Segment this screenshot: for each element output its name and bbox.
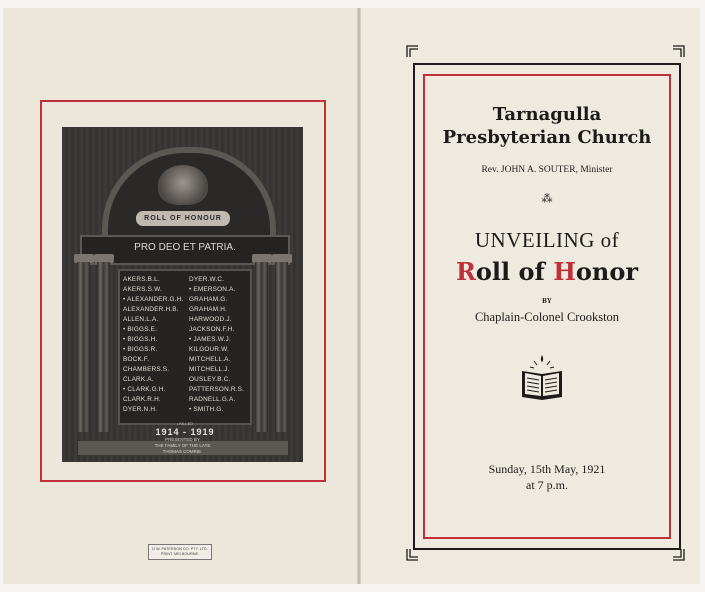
minister-line: Rev. JOHN A. SOUTER, Minister (481, 165, 613, 175)
names-list-right (189, 275, 244, 415)
names-panel (118, 269, 252, 425)
printer-imprint (148, 544, 212, 560)
presented-line: THOMAS COMRIE. (162, 449, 203, 454)
roll-initial-h: H (553, 257, 576, 286)
corner-ornament-icon (405, 44, 419, 58)
board-column (97, 262, 110, 432)
printer-line: PRINT. MELBOURNE. (160, 552, 200, 556)
honor-name: CHAMBERS.S. (123, 366, 170, 373)
board-column (275, 262, 288, 432)
honor-name: • BIGGS.E. (123, 326, 158, 333)
open-bible-icon (519, 353, 565, 403)
honor-name: MITCHELL.J. (189, 366, 230, 373)
roll-initial-r: R (455, 257, 476, 286)
roll-word-part: oll of (475, 257, 554, 286)
honor-name: PATTERSON.R.S. (189, 386, 245, 393)
honor-name: BOCK.F. (123, 356, 150, 363)
honor-name: RADNELL.G.A. (189, 396, 236, 403)
honor-name: ALLEN.L.A. (123, 316, 159, 323)
by-label: BY (542, 297, 552, 305)
honor-name: • BIGGS.R. (123, 346, 158, 353)
honor-name: • CLARK.G.H. (123, 386, 166, 393)
honor-board-photo (62, 127, 303, 462)
honor-name: GRAHAM.H. (189, 306, 228, 313)
church-name-line: Presbyterian Church (442, 127, 652, 148)
board-scroll-banner: ROLL OF HONOUR (136, 211, 230, 226)
honor-name: DYER.W.C. (189, 276, 225, 283)
honor-name: GRAHAM.G. (189, 296, 228, 303)
honor-name: CLARK.R.H. (123, 396, 161, 403)
presented-by-plaque (62, 437, 303, 455)
church-name-line: Tarnagulla (492, 104, 602, 125)
corner-ornament-icon (405, 548, 419, 562)
honor-name: AKERS.S.W. (123, 286, 162, 293)
board-column (77, 262, 90, 432)
honor-name: • EMERSON.A. (189, 286, 236, 293)
honor-name: KILGOUR.W. (189, 346, 229, 353)
event-date: Sunday, 15th May, 1921 (488, 462, 606, 476)
honor-name: • JAMES.W.J. (189, 336, 231, 343)
honor-name: DYER.N.H. (123, 406, 158, 413)
honor-name: OUSLEY.B.C. (189, 376, 231, 383)
printer-line: D.W. PATERSON CO. PTY. LTD. (152, 547, 208, 551)
church-name (423, 103, 671, 149)
fleuron-ornament-icon: ⁂ (541, 193, 553, 205)
roll-word-part: onor (575, 257, 639, 286)
corner-ornament-icon (672, 548, 686, 562)
chaplain-name: Chaplain-Colonel Crookston (474, 310, 620, 324)
honor-name: • SMITH.G. (189, 406, 224, 413)
roll-of-honor-title (423, 257, 671, 286)
presented-line: PRESENTED BY (165, 437, 200, 442)
event-date-block (423, 461, 671, 493)
center-fold (357, 8, 361, 584)
board-motto: PRO DEO ET PATRIA. (134, 242, 236, 253)
killed-note: • KILLED (176, 421, 194, 426)
honor-name: MITCHELL.A. (189, 356, 231, 363)
honor-board (70, 147, 296, 457)
corner-ornament-icon (672, 44, 686, 58)
presented-line: THE FAMILY OF THE LATE (154, 443, 211, 448)
honor-name: JACKSON.F.H. (189, 326, 235, 333)
honor-name: • BIGGS.H. (123, 336, 158, 343)
war-years: 1914 - 1919 (155, 427, 215, 437)
wreath-crest-icon (158, 165, 208, 205)
honor-name: CLARK.A. (123, 376, 154, 383)
unveiling-heading: UNVEILING of (474, 228, 620, 252)
honor-name: AKERS.B.L. (123, 276, 160, 283)
honor-name: ALEXANDER.H.B. (123, 306, 179, 313)
event-time: at 7 p.m. (526, 478, 568, 492)
honor-name: • ALEXANDER.G.H. (123, 296, 184, 303)
names-list-left (123, 275, 183, 415)
board-column (255, 262, 268, 432)
honor-name: HARWOOD.J. (189, 316, 232, 323)
